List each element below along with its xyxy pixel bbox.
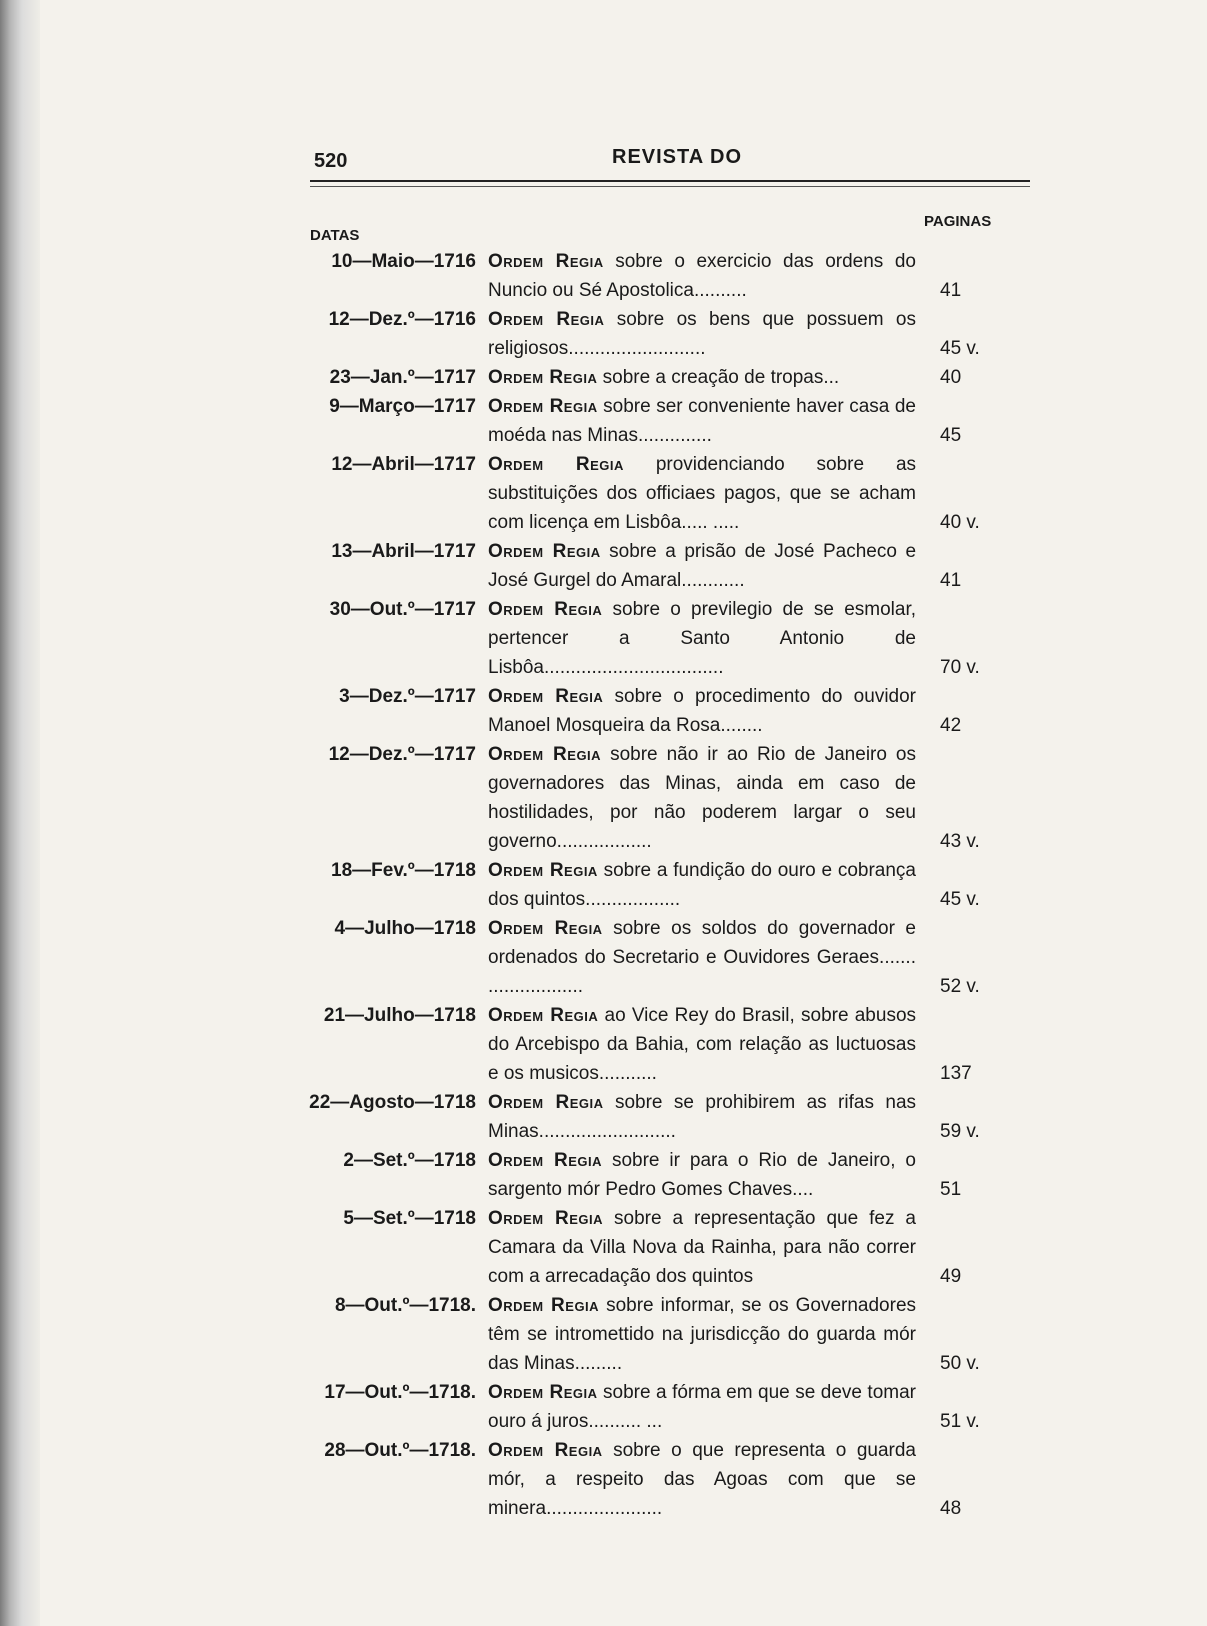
entry-date: 23—Jan.º—1717 [329,367,476,388]
index-entry [310,1291,1030,1378]
entry-date: 3—Dez.º—1717 [339,686,476,707]
entry-page-ref: 51 v. [940,1411,980,1432]
entry-date: 10—Maio—1716 [331,251,476,272]
entry-lead-words: Ordem Regia [488,1440,603,1461]
entry-date: 2—Set.º—1718 [343,1150,476,1171]
index-entry [310,1146,1030,1204]
index-entry [310,1436,1030,1523]
index-entry [310,247,1030,305]
dates-column-heading: DATAS [310,227,360,244]
entry-date: 9—Março—1717 [329,396,476,417]
entry-page-ref: 59 v. [940,1121,980,1142]
entry-text: sobre o que representa o guarda mór, a respeito das Agoas com que se minera...................... [488,1440,916,1519]
entry-text: sobre ir para o Rio de Janeiro, o sargento mór Pedro Gomes Chaves.... [488,1150,916,1200]
entry-date: 28—Out.º—1718. [324,1440,476,1461]
entry-text: sobre a prisão de José Pacheco e José Gurgel do Amaral............ [488,541,917,591]
entry-description [488,1088,916,1146]
entry-lead-words: Ordem Regia [488,918,603,939]
entry-lead-words: Ordem Regia [488,396,598,417]
entry-page-ref: 45 v. [940,889,980,910]
entry-description [488,363,916,392]
entry-date: 8—Out.º—1718. [334,1295,476,1316]
index-entry [310,682,1030,740]
column-headings [310,187,1030,247]
entry-text: sobre a fundição do ouro e cobrança dos quintos.................. [488,860,916,910]
entry-text: sobre informar, se os Governadores têm se intromettido na jurisdicção do guarda mór das Minas......... [488,1295,917,1374]
index-entries [310,247,1030,1523]
entry-description [488,537,916,595]
running-header [310,140,1030,180]
entry-page-ref: 49 [940,1266,962,1287]
entry-lead-words: Ordem Regia [488,367,598,388]
index-entry [310,740,1030,856]
entry-description [488,1146,916,1204]
entry-date: 17—Out.º—1718. [324,1382,476,1403]
entry-page-ref: 137 [940,1063,972,1084]
entry-page-ref: 40 [940,367,962,388]
entry-date: 4—Julho—1718 [334,918,476,939]
entry-page-ref: 50 v. [940,1353,980,1374]
entry-page-ref: 43 v. [940,831,980,852]
entry-lead-words: Ordem Regia [488,1382,598,1403]
entry-page-ref: 70 v. [940,657,980,678]
entry-text: sobre o previlegio de se esmolar, pertencer a Santo Antonio de Lisbôa.................................. [488,599,916,678]
entry-date: 12—Abril—1717 [331,454,476,475]
entry-page-ref: 45 v. [940,338,980,359]
entry-description [488,1436,916,1523]
entry-description [488,1204,916,1291]
index-entry [310,856,1030,914]
entry-date: 13—Abril—1717 [331,541,476,562]
index-entry [310,537,1030,595]
entry-lead-words: Ordem Regia [488,1005,599,1026]
entry-description [488,392,916,450]
entry-page-ref: 41 [940,280,962,301]
entry-lead-words: Ordem Regia [488,1092,604,1113]
entry-description [488,914,916,1001]
entry-lead-words: Ordem Regia [488,686,604,707]
entry-description [488,682,916,740]
entry-date: 12—Dez.º—1716 [328,309,476,330]
entry-date: 22—Agosto—1718 [309,1092,476,1113]
entry-text: sobre ser conveniente haver casa de moéda nas Minas.............. [488,396,916,446]
entry-lead-words: Ordem Regia [488,860,598,881]
entry-description [488,450,916,537]
index-entry [310,392,1030,450]
entry-description [488,247,916,305]
index-entry [310,1378,1030,1436]
entry-text: sobre a representação que fez a Camara da Villa Nova da Rainha, para não correr com a arrecadação dos quintos [488,1208,916,1287]
entry-page-ref: 42 [940,715,962,736]
entry-description [488,1291,916,1378]
entry-description [488,305,916,363]
pages-column-heading: PAGINAS [924,213,992,230]
entry-date: 12—Dez.º—1717 [328,744,476,765]
entry-description [488,1001,916,1088]
entry-text: sobre se prohibirem as rifas nas Minas.......................... [488,1092,917,1142]
entry-date: 5—Set.º—1718 [343,1208,476,1229]
running-title: REVISTA DO [612,146,743,168]
entry-lead-words: Ordem Regia [488,251,604,272]
entry-lead-words: Ordem Regia [488,309,605,330]
entry-text: sobre a fórma em que se deve tomar ouro á juros.......... ... [488,1382,916,1432]
header-rule [310,180,1030,187]
index-entry [310,595,1030,682]
entry-description [488,595,916,682]
entry-page-ref: 52 v. [940,976,980,997]
entry-date: 18—Fev.º—1718 [331,860,476,881]
entry-page-ref: 41 [940,570,962,591]
entry-text: sobre os soldos do governador e ordenados do Secretario e Ouvidores Geraes....... .................. [488,918,916,997]
index-entry [310,1204,1030,1291]
entry-lead-words: Ordem Regia [488,599,603,620]
entry-lead-words: Ordem Regia [488,1295,600,1316]
index-entry [310,1088,1030,1146]
entry-text: sobre o procedimento do ouvidor Manoel Mosqueira da Rosa........ [488,686,917,736]
entry-page-ref: 48 [940,1498,962,1519]
entry-text: sobre a creação de tropas... [602,367,840,388]
document-page [310,140,1030,1523]
index-entry [310,450,1030,537]
entry-text: providenciando sobre as substituições dos officiaes pagos, que se acham com licença em Lisbôa..... ..... [488,454,917,533]
entry-text: sobre o exercicio das ordens do Nuncio ou Sé Apostolica.......... [488,251,917,301]
entry-page-ref: 40 v. [940,512,980,533]
entry-page-ref: 45 [940,425,962,446]
entry-description [488,856,916,914]
entry-lead-words: Ordem Regia [488,1208,604,1229]
entry-date: 30—Out.º—1717 [329,599,476,620]
entry-lead-words: Ordem Regia [488,744,602,765]
entry-text: ao Vice Rey do Brasil, sobre abusos do Arcebispo da Bahia, com relação as luctuosas e os musicos........... [488,1005,917,1084]
entry-lead-words: Ordem Regia [488,454,624,475]
index-entry [310,914,1030,1001]
book-binding-edge [0,0,40,1626]
entry-text: sobre não ir ao Rio de Janeiro os governadores das Minas, ainda em caso de hostilidades, por não poderem largar o seu governo.................. [488,744,916,852]
entry-lead-words: Ordem Regia [488,541,601,562]
entry-description [488,740,916,856]
index-entry [310,363,1030,392]
index-entry [310,305,1030,363]
entry-page-ref: 51 [940,1179,962,1200]
entry-description [488,1378,916,1436]
page-number: 520 [314,150,348,172]
index-entry [310,1001,1030,1088]
entry-text: sobre os bens que possuem os religiosos.......................... [488,309,916,359]
entry-lead-words: Ordem Regia [488,1150,602,1171]
entry-date: 21—Julho—1718 [323,1005,476,1026]
